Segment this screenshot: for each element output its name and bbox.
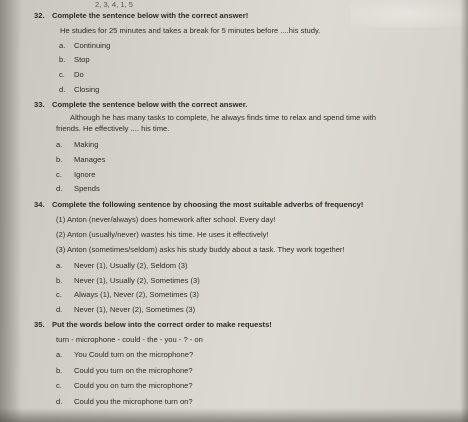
q32-option-letter: c. [59,70,65,79]
page-edge-right [460,0,468,422]
q34-statement: (3) Anton (sometimes/seldom) asks his study buddy about a task. They work together! [56,245,345,254]
q32-sentence: He studies for 25 minutes and takes a break for 5 minutes before ....his study. [60,26,321,35]
q31-options: 2, 3, 4, 1, 5 [95,0,133,9]
q33-option-text: Spends [74,184,100,193]
q34-option-letter: d. [56,305,63,314]
q34-number: 34. [34,200,45,209]
q32-option-letter: a. [59,41,66,50]
q33-option-text: Ignore [74,170,96,179]
q35-prompt: Put the words below into the correct order to make requests! [52,320,272,329]
q34-statement: (1) Anton (never/always) does homework after school. Every day! [56,215,276,224]
q33-option-text: Manages [74,155,106,164]
q35-words: turn - microphone - could - the - you - ? - on [56,335,203,344]
q35-option-text: Could you turn on the microphone? [74,366,193,375]
light-glare [350,0,468,28]
q35-option-letter: a. [56,350,63,359]
q35-option-letter: d. [56,397,63,406]
q33-number: 33. [34,100,45,109]
q33-option-text: Making [74,140,99,149]
q32-option-letter: b. [59,55,66,64]
q34-option-text: Always (1), Never (2), Sometimes (3) [74,290,199,299]
q35-option-letter: c. [56,381,62,390]
q34-option-letter: c. [56,290,62,299]
q33-prompt: Complete the sentence below with the correct answer. [52,100,248,109]
q33-option-letter: a. [56,140,63,149]
page-shadow-bottom [0,408,468,422]
q32-option-text: Continuing [74,41,111,50]
q34-prompt: Complete the following sentence by choosing the most suitable adverbs of frequency! [52,200,364,209]
q35-option-text: You Could turn on the microphone? [74,350,194,359]
q32-option-letter: d. [59,85,66,94]
q34-statement: (2) Anton (usually/never) wastes his time. He uses it effectively! [56,230,269,239]
q34-option-text: Never (1), Usually (2), Sometimes (3) [74,276,200,285]
q35-option-text: Could you on turn the microphone? [74,381,193,390]
page-shadow-left [0,0,22,422]
q34-option-letter: a. [56,261,63,270]
q33-sentence-line1: Although he has many tasks to complete, he always finds time to relax and spend time with [70,113,377,122]
q34-option-letter: b. [56,276,63,285]
q33-option-letter: c. [56,170,62,179]
q34-option-text: Never (1), Usually (2), Seldom (3) [74,261,188,270]
q35-number: 35. [34,320,45,329]
q32-option-text: Stop [74,55,90,64]
q35-option-text: Could you the microphone turn on? [74,397,193,406]
q32-option-text: Do [74,70,84,79]
q34-option-text: Never (1), Never (2), Sometimes (3) [74,305,196,314]
q33-option-letter: d. [56,184,63,193]
q33-option-letter: b. [56,155,63,164]
q32-number: 32. [34,11,45,20]
q33-sentence-line2: friends. He effectively .... his time. [56,124,170,133]
q32-option-text: Closing [74,85,100,94]
q35-option-letter: b. [56,366,63,375]
q32-prompt: Complete the sentence below with the correct answer! [52,11,249,20]
